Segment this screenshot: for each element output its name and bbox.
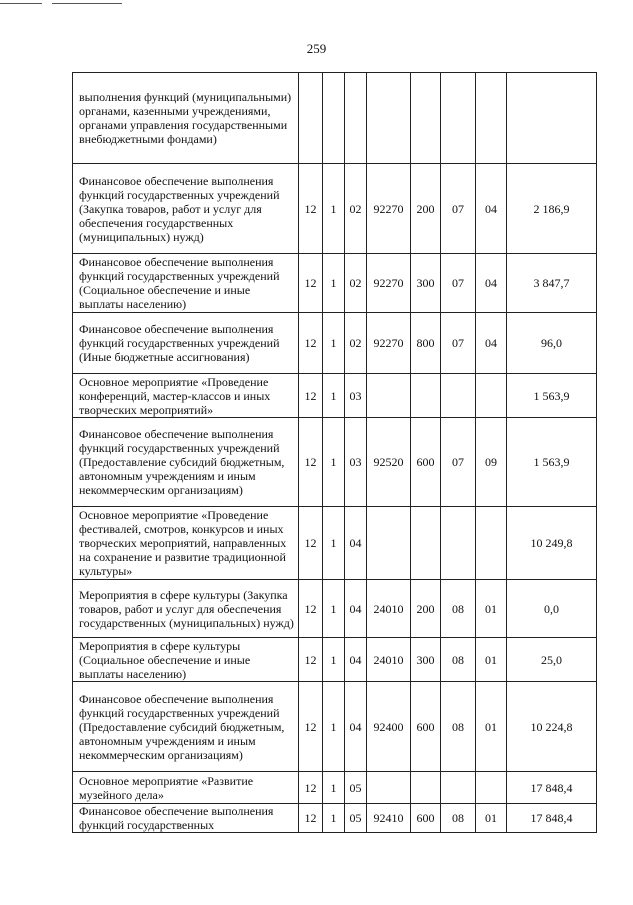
row-name-cell: Финансовое обеспечение выполнения функций государственных учреждений (Предоставление субсидий бюджетным, автономным учреждениям и иным некоммерческим организациям)	[73, 418, 299, 507]
row-name-cell: Основное мероприятие «Проведение конференций, мастер-классов и иных творческих мероприятий»	[73, 374, 299, 418]
code-cell-6	[441, 73, 476, 164]
code-cell-4: 24010	[367, 580, 411, 638]
amount-cell: 10 249,8	[507, 507, 597, 580]
code-cell-2: 1	[323, 507, 345, 580]
code-cell-6: 07	[441, 418, 476, 507]
code-cell-5	[411, 374, 441, 418]
table-row	[73, 682, 597, 772]
code-cell-2	[323, 73, 345, 164]
amount-cell: 1 563,9	[507, 418, 597, 507]
code-cell-3: 04	[345, 580, 367, 638]
code-cell-2: 1	[323, 580, 345, 638]
code-cell-4: 24010	[367, 638, 411, 682]
row-name-cell: Финансовое обеспечение выполнения функций государственных учреждений (Закупка товаров, работ и услуг для обеспечения государственных (муниципальных) нужд)	[73, 164, 299, 254]
code-cell-3: 04	[345, 507, 367, 580]
table-row	[73, 418, 597, 507]
code-cell-1: 12	[299, 164, 323, 254]
code-cell-3: 04	[345, 682, 367, 772]
code-cell-3: 03	[345, 374, 367, 418]
code-cell-6: 07	[441, 254, 476, 313]
code-cell-1: 12	[299, 374, 323, 418]
code-cell-6: 08	[441, 638, 476, 682]
amount-cell: 0,0	[507, 580, 597, 638]
code-cell-5: 600	[411, 682, 441, 772]
code-cell-7	[476, 73, 507, 164]
code-cell-4: 92410	[367, 804, 411, 833]
code-cell-5: 300	[411, 254, 441, 313]
code-cell-4	[367, 73, 411, 164]
code-cell-1: 12	[299, 313, 323, 374]
code-cell-3: 02	[345, 164, 367, 254]
row-name-cell: Мероприятия в сфере культуры (Закупка товаров, работ и услуг для обеспечения государственных (муниципальных) нужд)	[73, 580, 299, 638]
code-cell-7: 09	[476, 418, 507, 507]
code-cell-3	[345, 73, 367, 164]
code-cell-1: 12	[299, 418, 323, 507]
code-cell-7: 04	[476, 254, 507, 313]
budget-table-body	[73, 73, 597, 833]
code-cell-5	[411, 507, 441, 580]
code-cell-3: 04	[345, 638, 367, 682]
amount-cell: 10 224,8	[507, 682, 597, 772]
code-cell-6: 07	[441, 313, 476, 374]
code-cell-2: 1	[323, 254, 345, 313]
code-cell-1: 12	[299, 580, 323, 638]
code-cell-7: 04	[476, 313, 507, 374]
code-cell-7: 01	[476, 682, 507, 772]
amount-cell	[507, 73, 597, 164]
table-row	[73, 374, 597, 418]
table-row	[73, 73, 597, 164]
row-name-cell: Основное мероприятие «Проведение фестивалей, смотров, конкурсов и иных творческих мероприятий, направленных на сохранение и развитие традиционной культуры»	[73, 507, 299, 580]
amount-cell: 96,0	[507, 313, 597, 374]
table-row	[73, 804, 597, 833]
code-cell-4	[367, 772, 411, 804]
table-row	[73, 580, 597, 638]
row-name-cell: Финансовое обеспечение выполнения функций государственных учреждений (Социальное обеспечение и иные выплаты населению)	[73, 254, 299, 313]
code-cell-6	[441, 374, 476, 418]
code-cell-5: 600	[411, 418, 441, 507]
code-cell-4: 92400	[367, 682, 411, 772]
code-cell-1: 12	[299, 804, 323, 833]
code-cell-5	[411, 772, 441, 804]
code-cell-4	[367, 507, 411, 580]
table-row	[73, 254, 597, 313]
code-cell-3: 02	[345, 254, 367, 313]
row-name-cell: выполнения функций (муниципальными) органами, казенными учреждениями, органами управления государственными внебюджетными фондами)	[73, 73, 299, 164]
row-name-cell: Финансовое обеспечение выполнения функций государственных учреждений (Иные бюджетные ассигнования)	[73, 313, 299, 374]
table-row	[73, 638, 597, 682]
code-cell-1: 12	[299, 638, 323, 682]
code-cell-5: 300	[411, 638, 441, 682]
code-cell-6: 08	[441, 580, 476, 638]
code-cell-6	[441, 507, 476, 580]
code-cell-4: 92520	[367, 418, 411, 507]
code-cell-3: 03	[345, 418, 367, 507]
row-name-cell: Финансовое обеспечение выполнения функций государственных	[73, 804, 299, 833]
code-cell-2: 1	[323, 164, 345, 254]
code-cell-5: 200	[411, 164, 441, 254]
row-name-cell: Основное мероприятие «Развитие музейного дела»	[73, 772, 299, 804]
code-cell-2: 1	[323, 804, 345, 833]
code-cell-2: 1	[323, 313, 345, 374]
code-cell-1	[299, 73, 323, 164]
code-cell-7	[476, 374, 507, 418]
code-cell-1: 12	[299, 507, 323, 580]
table-row	[73, 772, 597, 804]
top-rule-right	[52, 3, 122, 4]
code-cell-7: 01	[476, 580, 507, 638]
top-rule-left	[0, 3, 42, 4]
code-cell-4: 92270	[367, 254, 411, 313]
page-number: 259	[306, 41, 327, 56]
amount-cell: 3 847,7	[507, 254, 597, 313]
code-cell-1: 12	[299, 772, 323, 804]
code-cell-5: 200	[411, 580, 441, 638]
table-row	[73, 507, 597, 580]
amount-cell: 25,0	[507, 638, 597, 682]
code-cell-7: 01	[476, 638, 507, 682]
code-cell-2: 1	[323, 638, 345, 682]
code-cell-7: 04	[476, 164, 507, 254]
amount-cell: 2 186,9	[507, 164, 597, 254]
amount-cell: 17 848,4	[507, 772, 597, 804]
code-cell-1: 12	[299, 682, 323, 772]
code-cell-5: 800	[411, 313, 441, 374]
row-name-cell: Мероприятия в сфере культуры (Социальное обеспечение и иные выплаты населению)	[73, 638, 299, 682]
code-cell-2: 1	[323, 772, 345, 804]
code-cell-6: 07	[441, 164, 476, 254]
code-cell-4	[367, 374, 411, 418]
amount-cell: 17 848,4	[507, 804, 597, 833]
code-cell-1: 12	[299, 254, 323, 313]
amount-cell: 1 563,9	[507, 374, 597, 418]
code-cell-6: 08	[441, 804, 476, 833]
code-cell-4: 92270	[367, 313, 411, 374]
table-row	[73, 164, 597, 254]
code-cell-6	[441, 772, 476, 804]
code-cell-4: 92270	[367, 164, 411, 254]
code-cell-7	[476, 507, 507, 580]
code-cell-3: 05	[345, 804, 367, 833]
budget-table	[72, 72, 597, 833]
row-name-cell: Финансовое обеспечение выполнения функций государственных учреждений (Предоставление субсидий бюджетным, автономным учреждениям и иным некоммерческим организациям)	[73, 682, 299, 772]
code-cell-2: 1	[323, 682, 345, 772]
code-cell-7	[476, 772, 507, 804]
code-cell-5	[411, 73, 441, 164]
code-cell-6: 08	[441, 682, 476, 772]
code-cell-2: 1	[323, 374, 345, 418]
code-cell-7: 01	[476, 804, 507, 833]
code-cell-3: 05	[345, 772, 367, 804]
code-cell-5: 600	[411, 804, 441, 833]
code-cell-2: 1	[323, 418, 345, 507]
table-row	[73, 313, 597, 374]
code-cell-3: 02	[345, 313, 367, 374]
